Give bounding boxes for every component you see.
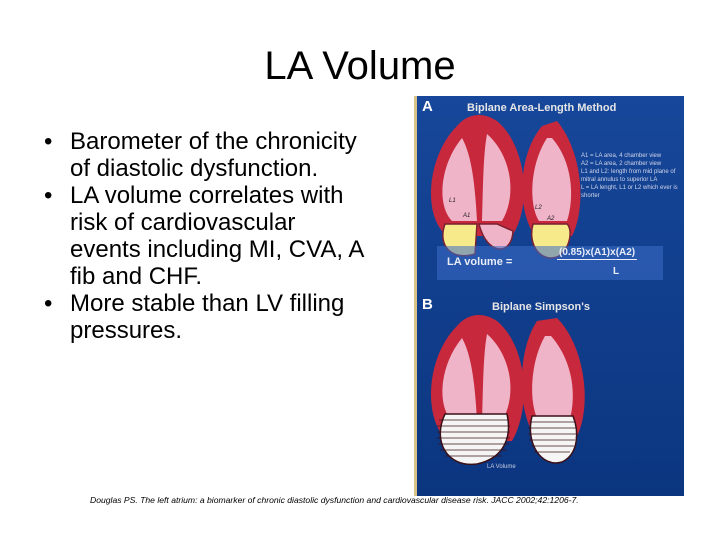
- panel-b-label: B: [422, 296, 433, 313]
- legend-line: A2 = LA area, 2 chamber view: [581, 161, 662, 167]
- formula-numerator: (0.85)x(A1)x(A2): [559, 247, 636, 258]
- four-chamber-heart-a: [431, 115, 524, 256]
- two-chamber-heart-a: [522, 121, 580, 258]
- panel-a-label: A: [422, 98, 433, 115]
- four-chamber-heart-b: [431, 315, 524, 464]
- formula-label: LA volume =: [447, 256, 513, 268]
- bullet-item: • More stable than LV filling pressures.: [40, 290, 370, 344]
- bullet-item: • Barometer of the chronicity of diastolic dysfunction.: [40, 128, 370, 182]
- panel-a-title: Biplane Area-Length Method: [467, 102, 617, 114]
- legend-line: L = LA lenght, L1 or L2 which ever is shorter: [581, 185, 678, 199]
- legend-line: A1 = LA area, 4 chamber view: [581, 153, 662, 159]
- chamber-label-a2: A2: [547, 216, 555, 222]
- bullet-list: [40, 128, 370, 344]
- citation: Douglas PS. The left atrium: a biomarker of chronic diastolic dysfunction and cardiovascular disease risk. JACC 2002;42:1206-7.: [90, 495, 579, 505]
- chamber-label-l2: L2: [535, 205, 542, 211]
- bullet-item: • LA volume correlates with risk of cardiovascular events including MI, CVA, A fib and CHF.: [40, 182, 370, 290]
- panel-a-legend: [581, 152, 681, 200]
- two-chamber-heart-b: [522, 318, 585, 463]
- panel-b-formula: LA Volume: [487, 464, 516, 470]
- chamber-label-l1: L1: [449, 198, 456, 204]
- formula-box: [437, 246, 663, 280]
- formula-denominator: L: [613, 266, 620, 277]
- panel-b-title: Biplane Simpson's: [492, 301, 590, 313]
- la-volume-figure: [414, 96, 684, 496]
- chamber-label-a1: A1: [463, 213, 471, 219]
- slide-title: LA Volume: [264, 44, 456, 88]
- legend-line: L1 and L2: length from mid plane of mitral annulus to superior LA: [581, 169, 676, 183]
